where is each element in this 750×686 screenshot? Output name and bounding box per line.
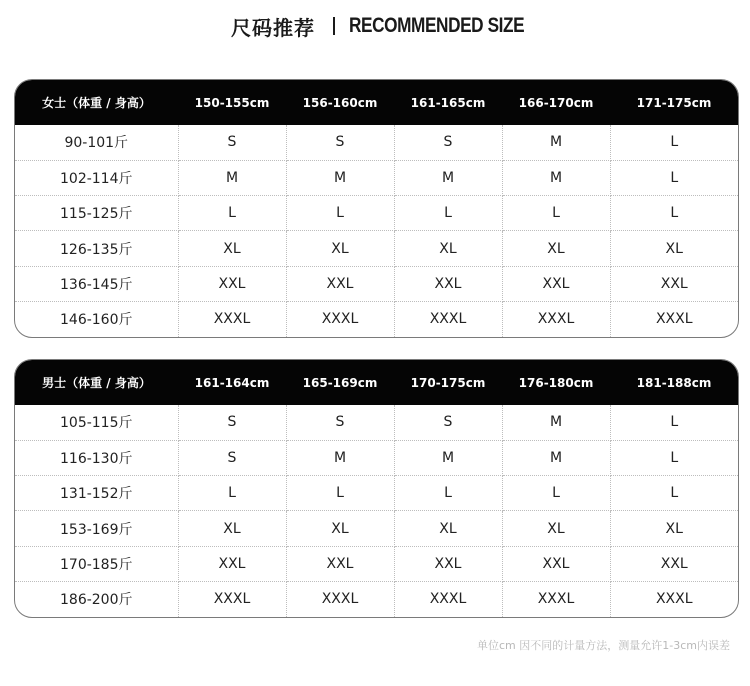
size-cell: XXL — [610, 546, 738, 581]
weight-cell: 170-185斤 — [15, 546, 178, 581]
weight-cell: 153-169斤 — [15, 511, 178, 546]
size-cell: L — [610, 405, 738, 440]
size-cell: M — [286, 440, 394, 475]
weight-cell: 126-135斤 — [15, 231, 178, 266]
size-cell: M — [502, 440, 610, 475]
size-cell: M — [394, 440, 502, 475]
weight-cell: 131-152斤 — [15, 476, 178, 511]
table-header-row — [15, 80, 738, 125]
weight-cell: 90-101斤 — [15, 125, 178, 160]
title-english: RECOMMENDED SIZE — [349, 14, 525, 37]
header-cell: 男士（体重 / 身高） — [42, 376, 151, 390]
table-row — [15, 125, 738, 160]
header-cell: 女士（体重 / 身高） — [42, 96, 151, 110]
size-cell: XL — [502, 511, 610, 546]
size-cell: XXXL — [394, 301, 502, 336]
size-cell: XXXL — [394, 581, 502, 616]
size-cell: S — [178, 125, 286, 160]
size-cell: XXXL — [286, 581, 394, 616]
measurement-note: 单位cm 因不同的计量方法，测量允许1-3cm内误差 — [477, 639, 730, 652]
header-cell: 181-188cm — [636, 375, 712, 390]
size-cell: S — [178, 405, 286, 440]
size-cell: S — [286, 125, 394, 160]
size-cell: XXL — [502, 546, 610, 581]
header-cell: 170-175cm — [410, 375, 486, 390]
size-cell: M — [394, 160, 502, 195]
size-cell: S — [178, 440, 286, 475]
header-cell: 156-160cm — [302, 95, 378, 110]
table-row — [15, 440, 738, 475]
size-cell: XXL — [394, 546, 502, 581]
weight-cell: 102-114斤 — [15, 160, 178, 195]
size-cell: XL — [502, 231, 610, 266]
table-row — [15, 546, 738, 581]
size-cell: L — [394, 196, 502, 231]
page-title — [0, 8, 750, 44]
size-cell: XXXL — [655, 311, 693, 328]
header-cell: 150-155cm — [194, 95, 270, 110]
weight-cell: 136-145斤 — [15, 266, 178, 301]
size-cell: XXL — [502, 266, 610, 301]
size-cell: XL — [286, 231, 394, 266]
size-cell: S — [286, 405, 394, 440]
weight-cell: 105-115斤 — [15, 405, 178, 440]
size-cell: L — [502, 196, 610, 231]
table-header-row — [15, 360, 738, 405]
table-row — [15, 581, 738, 616]
size-cell: L — [610, 125, 738, 160]
header-cell: 165-169cm — [302, 375, 378, 390]
table-row — [15, 266, 738, 301]
table-row — [15, 160, 738, 195]
title-chinese: 尺码推荐 — [231, 15, 315, 40]
size-cell: L — [394, 476, 502, 511]
size-cell: XL — [610, 511, 738, 546]
size-cell: XL — [286, 511, 394, 546]
size-cell: XXXL — [178, 301, 286, 336]
size-cell: XL — [178, 511, 286, 546]
table-row — [15, 301, 738, 336]
size-cell: XXL — [610, 266, 738, 301]
size-cell: XL — [394, 511, 502, 546]
table-row — [15, 405, 738, 440]
size-cell: L — [286, 476, 394, 511]
size-cell: L — [286, 196, 394, 231]
size-cell: L — [610, 160, 738, 195]
size-cell: XXL — [286, 546, 394, 581]
size-cell: XL — [178, 231, 286, 266]
table-row — [15, 196, 738, 231]
header-cell: 161-164cm — [194, 375, 270, 390]
size-cell: XXXL — [502, 301, 610, 336]
size-cell: XXL — [394, 266, 502, 301]
men-size-table — [14, 359, 739, 618]
size-cell: XXXL — [286, 301, 394, 336]
size-cell: L — [178, 196, 286, 231]
table-row — [15, 511, 738, 546]
size-cell: L — [502, 476, 610, 511]
size-cell: L — [610, 440, 738, 475]
size-cell: S — [394, 405, 502, 440]
size-cell: XXL — [286, 266, 394, 301]
size-cell: XL — [610, 231, 738, 266]
women-size-table — [14, 79, 739, 338]
title-divider — [333, 17, 335, 35]
size-cell: XXL — [178, 266, 286, 301]
size-cell: L — [610, 196, 738, 231]
size-cell: L — [178, 476, 286, 511]
weight-cell: 116-130斤 — [15, 440, 178, 475]
table-row — [15, 476, 738, 511]
table-row — [15, 231, 738, 266]
weight-cell: 115-125斤 — [15, 196, 178, 231]
header-cell: 171-175cm — [636, 95, 712, 110]
size-cell: L — [610, 476, 738, 511]
size-cell: XXXL — [178, 581, 286, 616]
size-cell: M — [286, 160, 394, 195]
size-cell: M — [502, 405, 610, 440]
weight-cell: 186-200斤 — [15, 581, 178, 616]
size-cell: XL — [394, 231, 502, 266]
size-cell: M — [502, 160, 610, 195]
header-cell: 161-165cm — [410, 95, 486, 110]
weight-cell: 146-160斤 — [15, 301, 178, 336]
size-cell: M — [178, 160, 286, 195]
size-cell: S — [394, 125, 502, 160]
header-cell: 166-170cm — [518, 95, 594, 110]
size-cell: XXXL — [655, 591, 693, 608]
header-cell: 176-180cm — [518, 375, 594, 390]
size-cell: XXL — [178, 546, 286, 581]
size-cell: XXXL — [502, 581, 610, 616]
size-cell: M — [502, 125, 610, 160]
